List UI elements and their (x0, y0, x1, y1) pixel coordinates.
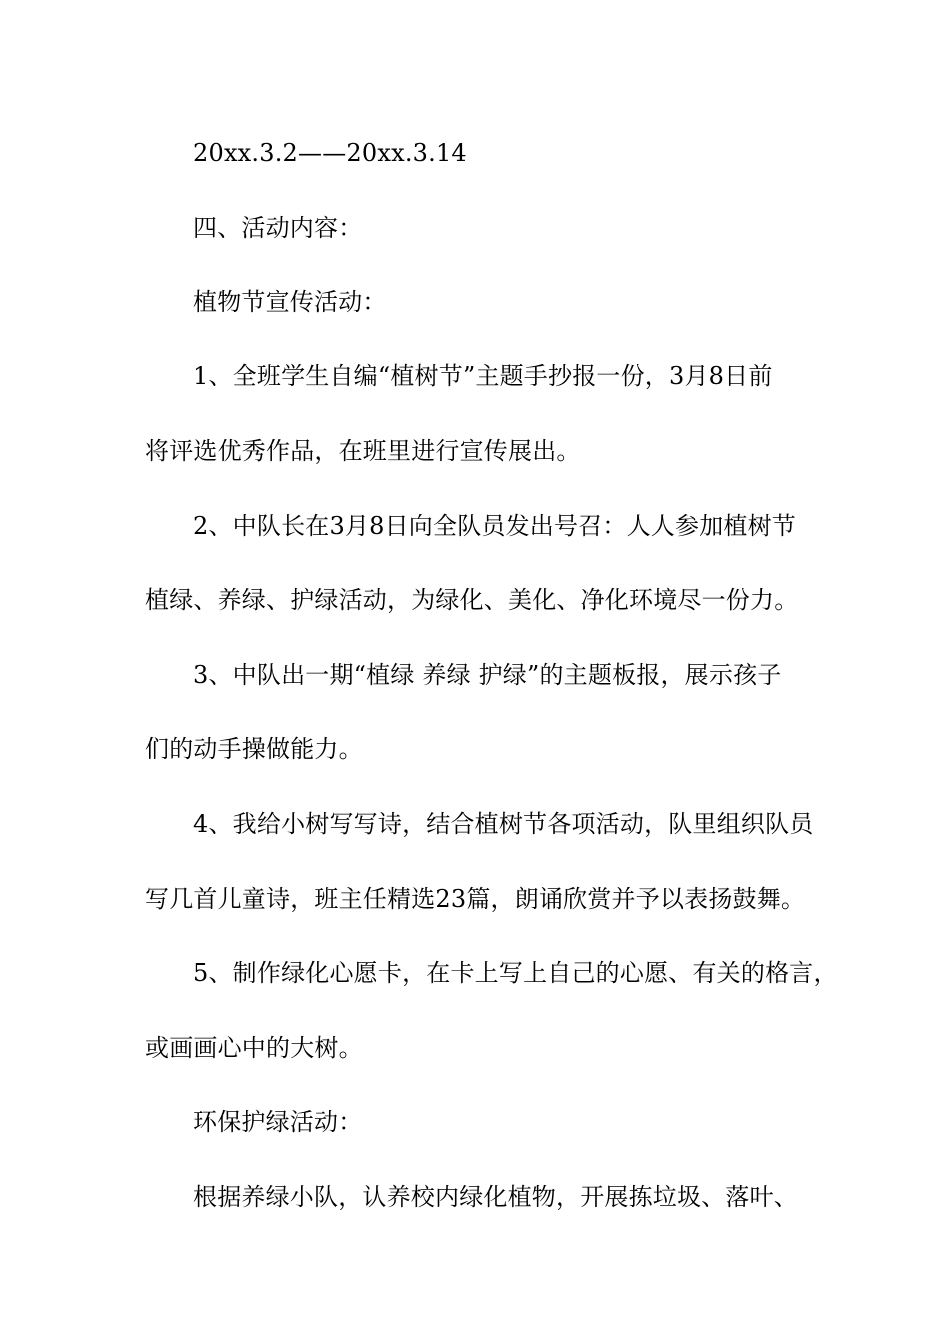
date-range-line: 20xx.3.2——20xx.3.14 (193, 139, 467, 167)
environmental-paragraph-line-1: 根据养绿小队，认养校内绿化植物，开展拣垃圾、落叶、 (193, 1183, 798, 1211)
subheading-promotion-activities: 植物节宣传活动： (193, 288, 387, 316)
item-3-line-2: 们的动手操做能力。 (145, 735, 363, 763)
item-5-line-2: 或画画心中的大树。 (145, 1034, 363, 1062)
item-2-line-2: 植绿、养绿、护绿活动，为绿化、美化、净化环境尽一份力。 (145, 586, 799, 614)
item-5-line-1: 5、制作绿化心愿卡，在卡上写上自己的心愿、有关的格言， (193, 959, 838, 987)
item-2-line-1: 2、中队长在3月8日向全队员发出号召：人人参加植树节 (193, 512, 797, 540)
item-1-line-2: 将评选优秀作品，在班里进行宣传展出。 (145, 437, 581, 465)
subheading-environmental-activities: 环保护绿活动： (193, 1108, 363, 1136)
section-heading-activity-content: 四、活动内容： (193, 214, 363, 242)
item-4-line-2: 写几首儿童诗，班主任精选23篇，朗诵欣赏并予以表扬鼓舞。 (145, 885, 806, 913)
item-4-line-1: 4、我给小树写写诗，结合植树节各项活动，队里组织队员 (193, 810, 814, 838)
item-3-line-1: 3、中队出一期“植绿 养绿 护绿”的主题板报，展示孩子 (193, 661, 782, 689)
item-1-line-1: 1、全班学生自编“植树节”主题手抄报一份，3月8日前 (193, 362, 773, 390)
